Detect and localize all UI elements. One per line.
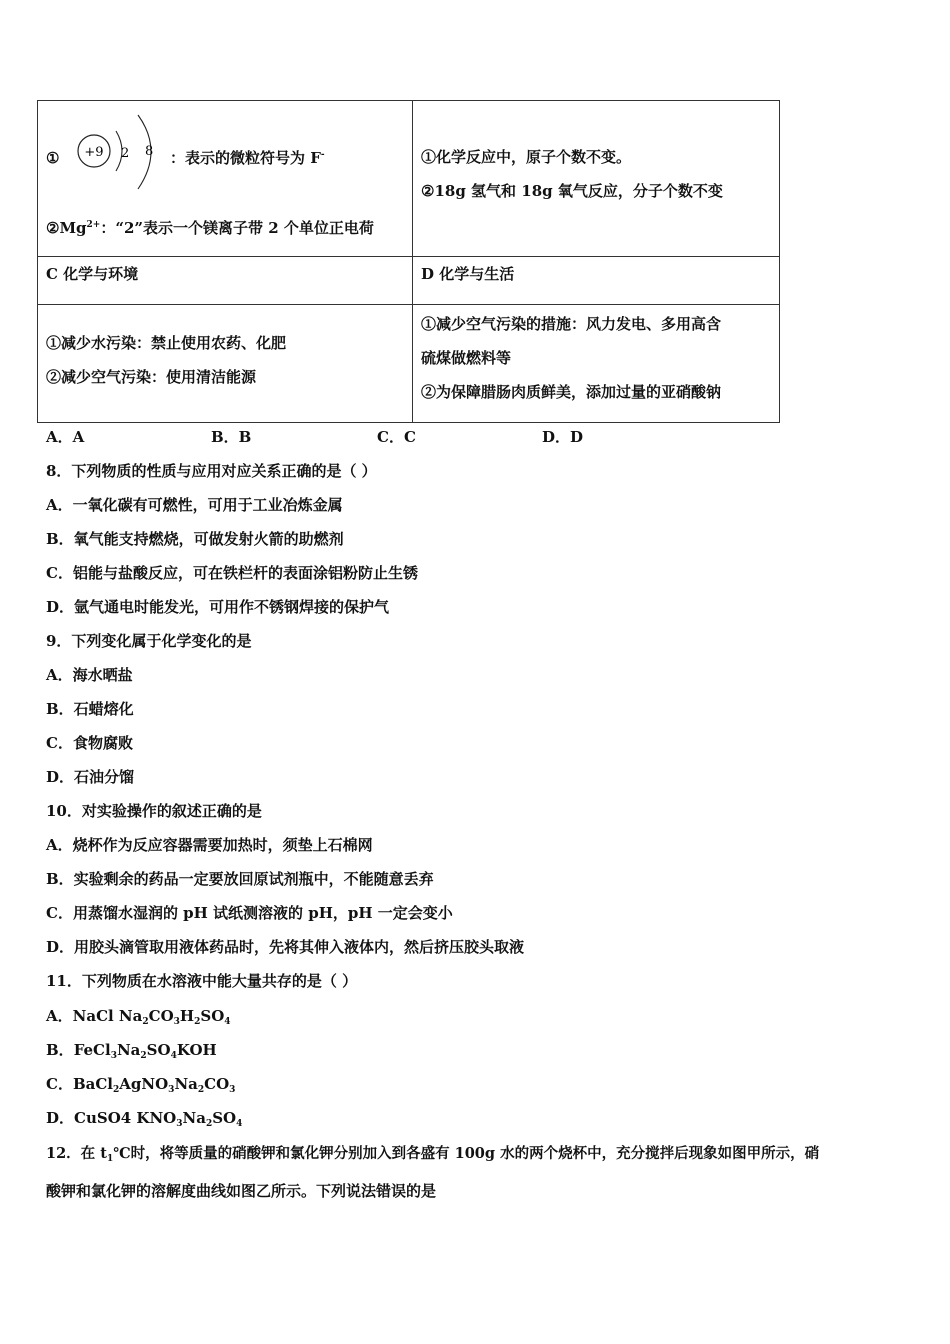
q8-option-c[interactable]: C．铝能与盐酸反应，可在铁栏杆的表面涂铝粉防止生锈 <box>46 564 418 582</box>
q10-option-d[interactable]: D．用胶头滴管取用液体药品时，先将其伸入液体内，然后挤压胶头取液 <box>46 938 525 956</box>
q9-stem: 9．下列变化属于化学变化的是 <box>46 632 252 650</box>
q9-option-c[interactable]: C．食物腐败 <box>46 734 133 752</box>
cell-c-line1: ①减少水污染：禁止使用农药、化肥 <box>46 334 287 352</box>
cell-a-line1-text: ：表示的微粒符号为 F- <box>170 149 325 167</box>
q9-option-d[interactable]: D．石油分馏 <box>46 768 135 786</box>
atom-shell2-label: 8 <box>145 144 154 159</box>
q11-option-b[interactable]: B．$FeCl_3Na_2SO_4KOH$ <box>46 1041 217 1061</box>
cell-d <box>413 305 780 423</box>
q7-option-b[interactable]: B．B <box>211 428 252 446</box>
q11-option-c[interactable]: C．$BaCl_2AgNO_3Na_2CO_3$ <box>46 1075 236 1095</box>
q10-option-b[interactable]: B．实验剩余的药品一定要放回原试剂瓶中，不能随意丢弃 <box>46 870 434 888</box>
q7-option-a[interactable]: A．A <box>46 428 85 446</box>
q10-stem: 10．对实验操作的叙述正确的是 <box>46 802 262 820</box>
q8-option-b[interactable]: B．氧气能支持燃烧，可做发射火箭的助燃剂 <box>46 530 344 548</box>
cell-a <box>38 101 413 257</box>
cell-b-line1: ①化学反应中，原子个数不变。 <box>421 148 632 166</box>
cell-a-line1: ① <box>46 149 60 167</box>
cell-c-line2: ②减少空气污染：使用清洁能源 <box>46 368 257 386</box>
q8-option-a[interactable]: A．一氧化碳有可燃性，可用于工业冶炼金属 <box>46 496 343 514</box>
cell-c <box>38 305 413 423</box>
q10-option-a[interactable]: A．烧杯作为反应容器需要加热时，须垫上石棉网 <box>46 836 373 854</box>
cell-d-line1: ①减少空气污染的措施：风力发电、多用高含 <box>421 315 722 333</box>
q11-option-a[interactable]: A．NaCl $Na_2CO_3H_2SO_4$ <box>46 1007 231 1027</box>
header-d: D 化学与生活 <box>413 257 780 305</box>
q9-option-a[interactable]: A．海水晒盐 <box>46 666 133 684</box>
cell-d-line3: ②为保障腊肠肉质鲜美，添加过量的亚硝酸钠 <box>421 383 722 401</box>
header-c: C 化学与环境 <box>38 257 413 305</box>
cell-b-line2: ②18g 氢气和 18g 氧气反应，分子个数不变 <box>421 182 723 200</box>
q12-stem-line2: 酸钾和氯化钾的溶解度曲线如图乙所示。下列说法错误的是 <box>46 1182 437 1200</box>
q8-stem: 8．下列物质的性质与应用对应关系正确的是（ ） <box>46 462 377 480</box>
q7-option-c[interactable]: C．C <box>377 428 416 446</box>
q12-stem-line1: 12．在 $t_1℃$时，将等质量的硝酸钾和氯化钾分别加入到各盛有 100g 水的两个烧杯中，充分搅拌后现象如图甲所示，硝 <box>46 1145 820 1164</box>
q8-option-d[interactable]: D．氩气通电时能发光，可用作不锈钢焊接的保护气 <box>46 598 390 616</box>
q7-option-d[interactable]: D．D <box>542 428 584 446</box>
cell-b <box>413 101 780 257</box>
atom-shell1-label: 2 <box>121 146 130 161</box>
cell-d-line2: 硫煤做燃料等 <box>421 349 512 367</box>
cell-a-line2: $②Mg^{2+}$：“2”表示一个镁离子带 2 个单位正电荷 <box>46 219 374 237</box>
q9-option-b[interactable]: B．石蜡熔化 <box>46 700 134 718</box>
q11-stem: 11．下列物质在水溶液中能大量共存的是（ ） <box>46 972 358 990</box>
fluorine-ion-structure-diagram <box>72 107 162 195</box>
knowledge-table <box>37 100 780 423</box>
atom-nucleus-label: +9 <box>84 145 104 160</box>
q11-option-d[interactable]: D．CuSO4 $KNO_3Na_2SO_4$ <box>46 1109 243 1129</box>
q10-option-c[interactable]: C．用蒸馏水湿润的 pH 试纸测溶液的 pH，pH 一定会变小 <box>46 904 453 922</box>
